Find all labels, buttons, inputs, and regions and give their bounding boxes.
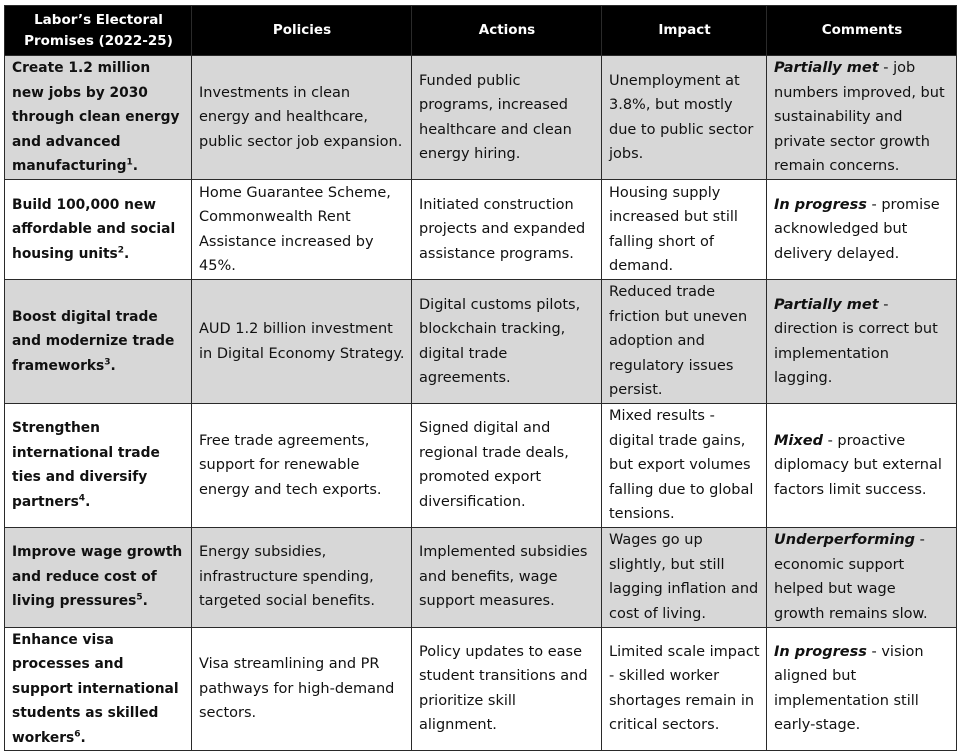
status-label: Partially met [774, 60, 879, 77]
policies-cell: Energy subsidies, infrastructure spending, targeted social benefits. [192, 527, 412, 627]
footnote-marker: 1 [126, 157, 133, 168]
actions-cell: Initiated construction projects and expanded assistance programs. [412, 180, 602, 280]
actions-cell: Funded public programs, increased healthcare and clean energy hiring. [412, 56, 602, 180]
header-policies: Policies [192, 6, 412, 56]
header-row [5, 6, 957, 56]
actions-cell: Implemented subsidies and benefits, wage support measures. [412, 527, 602, 627]
footnote-marker: 2 [117, 245, 125, 256]
header-comments: Comments [767, 6, 957, 56]
promise-cell: Enhance visa processes and support international students as skilled workers$^6$. [5, 627, 192, 751]
comments-cell: Partially met - direction is correct but implementation lagging. [767, 280, 957, 404]
policies-cell: Free trade agreements, support for renewable energy and tech exports. [192, 404, 412, 528]
actions-cell: Signed digital and regional trade deals, promoted export diversification. [412, 404, 602, 528]
table-row [5, 627, 957, 751]
promise-cell: Strengthen international trade ties and diversify partners$^4$. [5, 404, 192, 528]
impact-cell: Reduced trade friction but uneven adoption and regulatory issues persist. [602, 280, 767, 404]
promise-cell: Boost digital trade and modernize trade frameworks$^3$. [5, 280, 192, 404]
impact-cell: Mixed results - digital trade gains, but export volumes falling due to global tensions. [602, 404, 767, 528]
actions-cell: Digital customs pilots, blockchain tracking, digital trade agreements. [412, 280, 602, 404]
status-label: In progress [774, 643, 867, 660]
comments-cell: Partially met - job numbers improved, but sustainability and private sector growth remain concerns. [767, 56, 957, 180]
table-row [5, 404, 957, 528]
footnote-marker: 4 [78, 493, 86, 504]
table-row [5, 180, 957, 280]
footnote-marker: 5 [136, 592, 143, 603]
promise-cell: Create 1.2 million new jobs by 2030 through clean energy and advanced manufacturing$^1$. [5, 56, 192, 180]
impact-cell: Unemployment at 3.8%, but mostly due to public sector jobs. [602, 56, 767, 180]
status-label: Mixed [774, 432, 823, 449]
promise-cell: Build 100,000 new affordable and social housing units$^2$. [5, 180, 192, 280]
header-impact: Impact [602, 6, 767, 56]
policies-cell: Investments in clean energy and healthcare, public sector job expansion. [192, 56, 412, 180]
comments-cell: Mixed - proactive diplomacy but external factors limit success. [767, 404, 957, 528]
policies-cell: Home Guarantee Scheme, Commonwealth Rent Assistance increased by 45%. [192, 180, 412, 280]
policies-cell: AUD 1.2 billion investment in Digital Economy Strategy. [192, 280, 412, 404]
footnote-marker: 3 [104, 357, 111, 368]
actions-cell: Policy updates to ease student transitions and prioritize skill alignment. [412, 627, 602, 751]
table-row [5, 527, 957, 627]
comments-cell: In progress - promise acknowledged but delivery delayed. [767, 180, 957, 280]
status-label: In progress [774, 196, 867, 213]
footnote-marker: 6 [74, 728, 81, 739]
promises-table [4, 5, 957, 751]
status-label: Partially met [774, 296, 879, 313]
header-actions: Actions [412, 6, 602, 56]
impact-cell: Housing supply increased but still falling short of demand. [602, 180, 767, 280]
header-promises: Labor’s Electoral Promises (2022-25) [5, 6, 192, 56]
comments-cell: Underperforming - economic support helped but wage growth remains slow. [767, 527, 957, 627]
table-row [5, 56, 957, 180]
comments-cell: In progress - vision aligned but implementation still early-stage. [767, 627, 957, 751]
impact-cell: Wages go up slightly, but still lagging inflation and cost of living. [602, 527, 767, 627]
policies-cell: Visa streamlining and PR pathways for high-demand sectors. [192, 627, 412, 751]
table-row [5, 280, 957, 404]
promise-cell: Improve wage growth and reduce cost of living pressures$^5$. [5, 527, 192, 627]
impact-cell: Limited scale impact - skilled worker shortages remain in critical sectors. [602, 627, 767, 751]
status-label: Underperforming [774, 532, 916, 548]
